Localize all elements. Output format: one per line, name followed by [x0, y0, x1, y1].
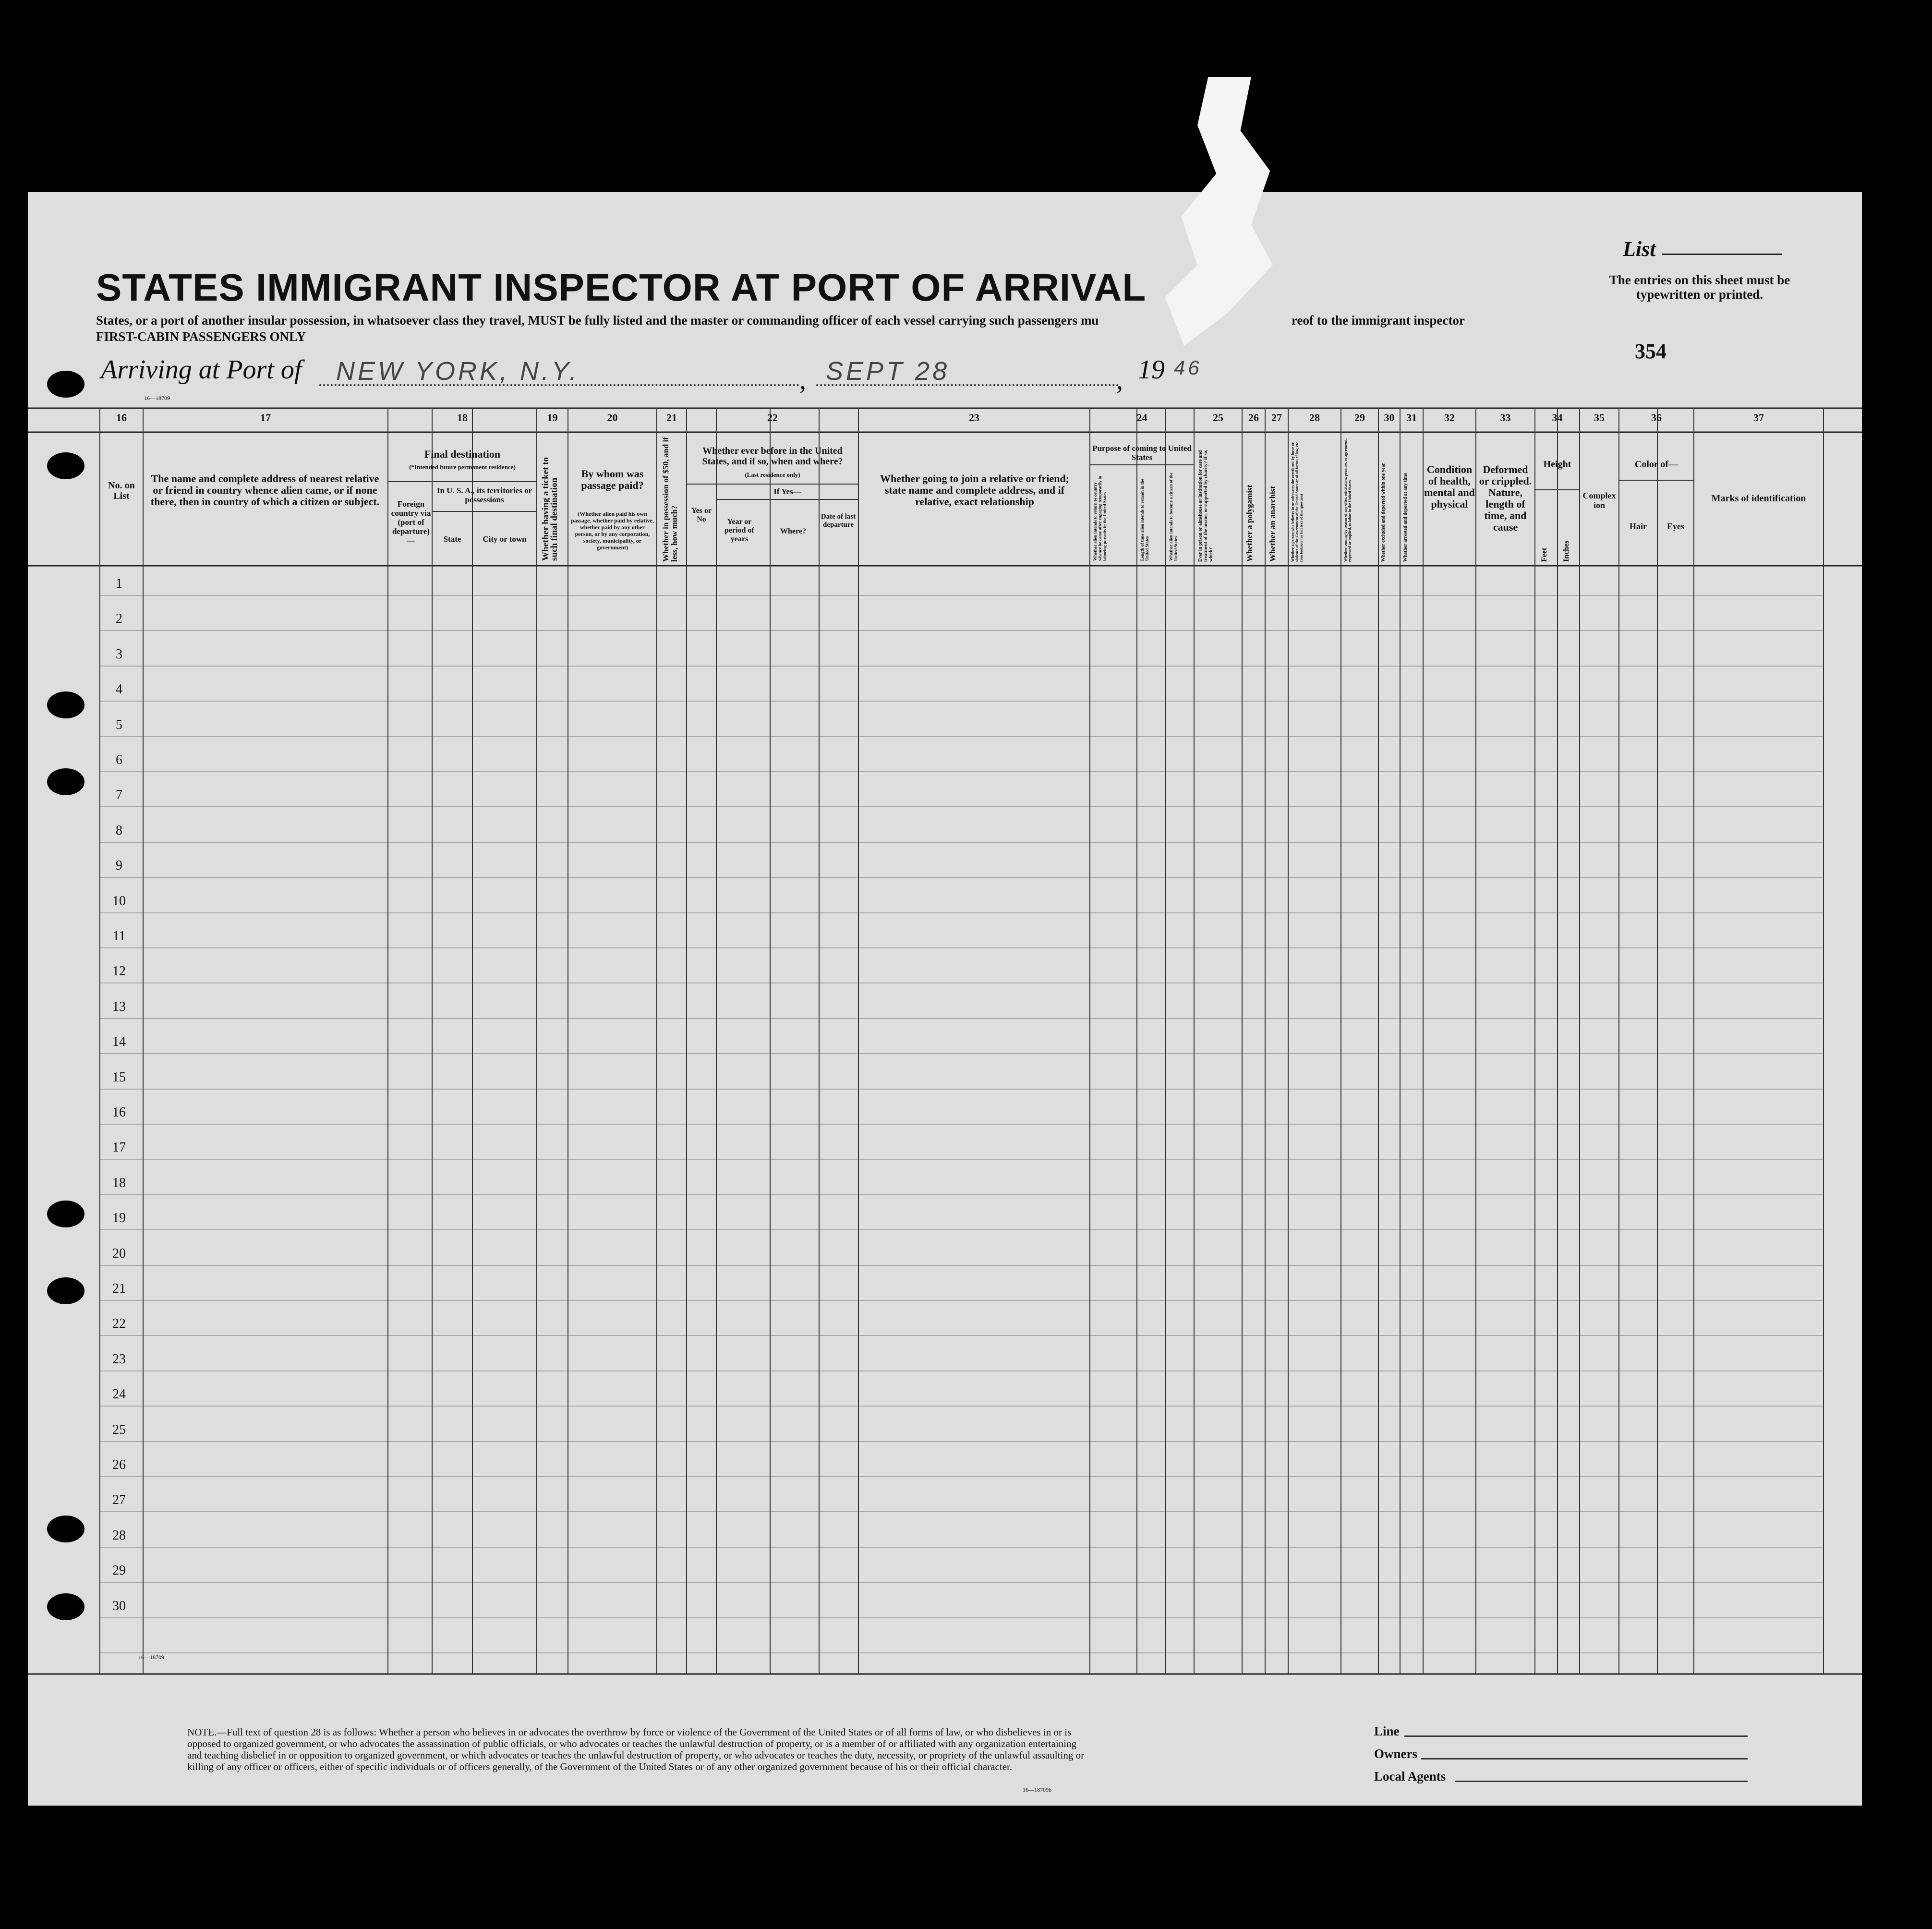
header-final-destination: Final destination — [424, 448, 501, 460]
header-eyes: Eyes — [1667, 522, 1684, 531]
year-prefix: 19 — [1138, 355, 1165, 385]
header-period: Year or period of years — [724, 518, 754, 543]
column-number-33: 33 — [1500, 412, 1511, 424]
header-foreign-country: Foreign country via (port of departure)— — [391, 499, 431, 545]
column-number-32: 32 — [1444, 412, 1455, 424]
form-code-note: 16—18709b — [1023, 1786, 1051, 1793]
form-code: 16—18709 — [144, 395, 170, 401]
header-purpose-citizen: Whether alien intends to become a citizen of the United States — [1169, 473, 1178, 561]
header-deformed: Deformed or crippled. Nature, length of time, and cause — [1479, 463, 1532, 533]
agents-field[interactable] — [1455, 1781, 1748, 1782]
owners-label: Owners — [1374, 1747, 1417, 1761]
header-height: Height — [1543, 459, 1571, 470]
sheet-number: 354 — [1635, 340, 1666, 363]
row-number: 2 — [116, 611, 122, 626]
header-inches: Inches — [1562, 540, 1570, 562]
row-number: 19 — [112, 1211, 126, 1225]
header-date-departure: Date of last departure — [821, 513, 856, 529]
line-label: Line — [1374, 1724, 1400, 1738]
row-number: 11 — [112, 929, 126, 944]
row-number: 13 — [112, 999, 126, 1014]
cabin-label: FIRST-CABIN PASSENGERS ONLY — [96, 329, 306, 344]
header-marks: Marks of identification — [1711, 493, 1806, 504]
row-number: 21 — [112, 1281, 126, 1296]
header-city: City or town — [483, 534, 527, 544]
row-number: 29 — [112, 1563, 126, 1578]
page-title: STATES IMMIGRANT INSPECTOR AT PORT OF ARRIVAL — [96, 266, 1147, 309]
date-value: SEPT 28 — [826, 357, 950, 386]
row-number: 23 — [112, 1352, 126, 1367]
list-label: List — [1623, 237, 1656, 261]
header-if-yes: If Yes— — [773, 487, 801, 496]
header-labor-offer: Whether coming by reason of any offer, solicitation, promise, or agreement, expressed or implied, to labor in the United States — [1343, 438, 1352, 562]
row-number: 7 — [116, 788, 122, 802]
header-color: Color of— — [1634, 459, 1678, 470]
row-number: 18 — [112, 1176, 126, 1190]
row-number: 25 — [112, 1422, 126, 1437]
row-number: 20 — [112, 1246, 126, 1261]
header-overthrow: Whether a person who believes in or advocates the overthrow by force or violence of the Government of the United States or of all forms of law, etc. (See footnote for full text of this question) — [1291, 441, 1304, 562]
column-number-19: 19 — [547, 412, 558, 424]
header-purpose-length: Length of time alien intends to remain in the United States — [1140, 479, 1149, 561]
header-in-usa: In U. S. A., its territories or possessions — [436, 486, 532, 504]
header-feet: Feet — [1540, 547, 1548, 562]
header-nearest-relative: The name and complete address of nearest relative or friend in country whence alien came, or if none there, then in country of which a citizen or subject. — [150, 473, 380, 508]
column-number-23: 23 — [969, 412, 979, 424]
row-number: 16 — [112, 1105, 126, 1120]
row-number: 14 — [112, 1034, 126, 1049]
header-final-destination-sub: (*Intended future permanent residence) — [409, 463, 516, 471]
header-where: Where? — [780, 527, 806, 535]
row-number: 15 — [112, 1070, 126, 1085]
column-number-29: 29 — [1354, 412, 1365, 424]
row-number: 5 — [116, 717, 122, 732]
column-number-27: 27 — [1271, 412, 1282, 424]
row-number: 27 — [112, 1492, 126, 1507]
header-join-relative: Whether going to join a relative or friend; state name and complete address, and if relative, exact relationship — [880, 473, 1070, 508]
header-ever-before: Whether ever before in the United States, and if so, when and where? — [702, 446, 843, 467]
column-number-24: 24 — [1136, 412, 1147, 424]
column-number-35: 35 — [1594, 412, 1605, 424]
header-prison: Ever in prison or almshouse or institution for care and treatment of the insane, or supported by charity? If so, which? — [1198, 449, 1214, 562]
agents-label: Local Agents — [1374, 1769, 1446, 1783]
header-yes-no: Yes or No — [691, 507, 712, 523]
header-passage-paid: By whom was passage paid? — [581, 468, 644, 491]
header-state: State — [443, 534, 461, 544]
column-number-31: 31 — [1406, 412, 1417, 424]
column-number-28: 28 — [1309, 412, 1320, 424]
column-number-25: 25 — [1213, 412, 1223, 424]
row-number: 26 — [112, 1457, 126, 1472]
header-no-on-list: No. on List — [108, 480, 135, 501]
row-number: 4 — [116, 682, 122, 697]
column-number-16: 16 — [116, 412, 127, 424]
header-excluded: Whether excluded and deported within one year — [1381, 463, 1386, 562]
footnote-question-28: NOTE.—Full text of question 28 is as follows: Whether a person who believes in or advocates the overthrow by force or violence of the Government of the United States or of all forms of law, or who disbelieves in or is opposed to organized government, or who advocates the assassination of public officials, or who advocates or teaches the unlawful destruction of property, or is a member of or affiliated with any organization entertaining and teaching disbelief in or opposition to organized government, or which advocates or teaches the unlawful destruction of property, or who advocates or teaches the duty, necessity, or propriety of the unlawful assaulting or killing of any officer or officers, either of specific individuals or of officers generally, of the Government of the United States or of any other organized government because of his or their official character. — [187, 1726, 1085, 1772]
header-arrested: Whether arrested and deported at any time — [1403, 473, 1408, 562]
form-code-bottom: 16—18709 — [138, 1654, 164, 1661]
row-number: 10 — [112, 894, 126, 909]
arriving-label: Arriving at Port of — [101, 355, 302, 385]
port-value: NEW YORK, N.Y. — [336, 357, 580, 386]
row-number: 9 — [116, 858, 122, 873]
header-ticket: Whether having a ticket to such final destination — [541, 457, 559, 561]
row-number: 22 — [112, 1316, 126, 1331]
header-health: Condition of health, mental and physical — [1424, 463, 1475, 510]
header-polygamist: Whether a polygamist — [1245, 485, 1254, 562]
column-number-21: 21 — [666, 412, 677, 424]
column-number-37: 37 — [1753, 412, 1764, 424]
year-suffix: 46 — [1174, 356, 1202, 379]
column-number-18: 18 — [457, 412, 468, 424]
row-number: 24 — [112, 1387, 126, 1402]
header-last-residence: (Last residence only) — [745, 471, 800, 478]
row-number: 8 — [116, 823, 122, 838]
row-number: 1 — [116, 576, 122, 591]
header-fifty-dollars: Whether in possession of $50, and if less, how much? — [661, 437, 679, 562]
column-number-26: 26 — [1248, 412, 1259, 424]
row-number: 17 — [112, 1140, 126, 1155]
column-number-30: 30 — [1384, 412, 1395, 424]
line-field[interactable] — [1404, 1735, 1748, 1737]
row-number: 3 — [116, 647, 122, 662]
row-number: 6 — [116, 752, 122, 767]
header-purpose: Purpose of coming to United States — [1092, 444, 1192, 462]
row-number: 28 — [112, 1528, 126, 1543]
column-number-34: 34 — [1552, 412, 1563, 424]
column-number-20: 20 — [607, 412, 618, 424]
header-anarchist: Whether an anarchist — [1268, 485, 1277, 562]
owners-field[interactable] — [1421, 1758, 1748, 1759]
row-number: 30 — [112, 1599, 126, 1614]
row-number: 12 — [112, 964, 126, 979]
header-hair: Hair — [1630, 522, 1647, 531]
column-number-22: 22 — [767, 412, 778, 424]
typewritten-note: The entries on this sheet must be typewritten or printed. — [1609, 273, 1790, 302]
header-complexion: Complexion — [1582, 491, 1616, 510]
header-purpose-return: Whether alien intends to return to country whence he came after engaging temporarily in laboring pursuits in the United States — [1093, 475, 1107, 561]
column-number-36: 36 — [1651, 412, 1662, 424]
subtitle: States, or a port of another insular possession, in whatsoever class they travel, MUST be fully listed and the master or commanding officer of each vessel carrying such passengers mu — [96, 313, 1099, 328]
header-passage-note: (Whether alien paid his own passage, whether paid by relative, whether paid by any other person, or by any corporation, society, municipality, or government) — [571, 510, 654, 551]
column-number-17: 17 — [260, 412, 271, 424]
subtitle-tail: reof to the immigrant inspector — [1292, 313, 1465, 328]
